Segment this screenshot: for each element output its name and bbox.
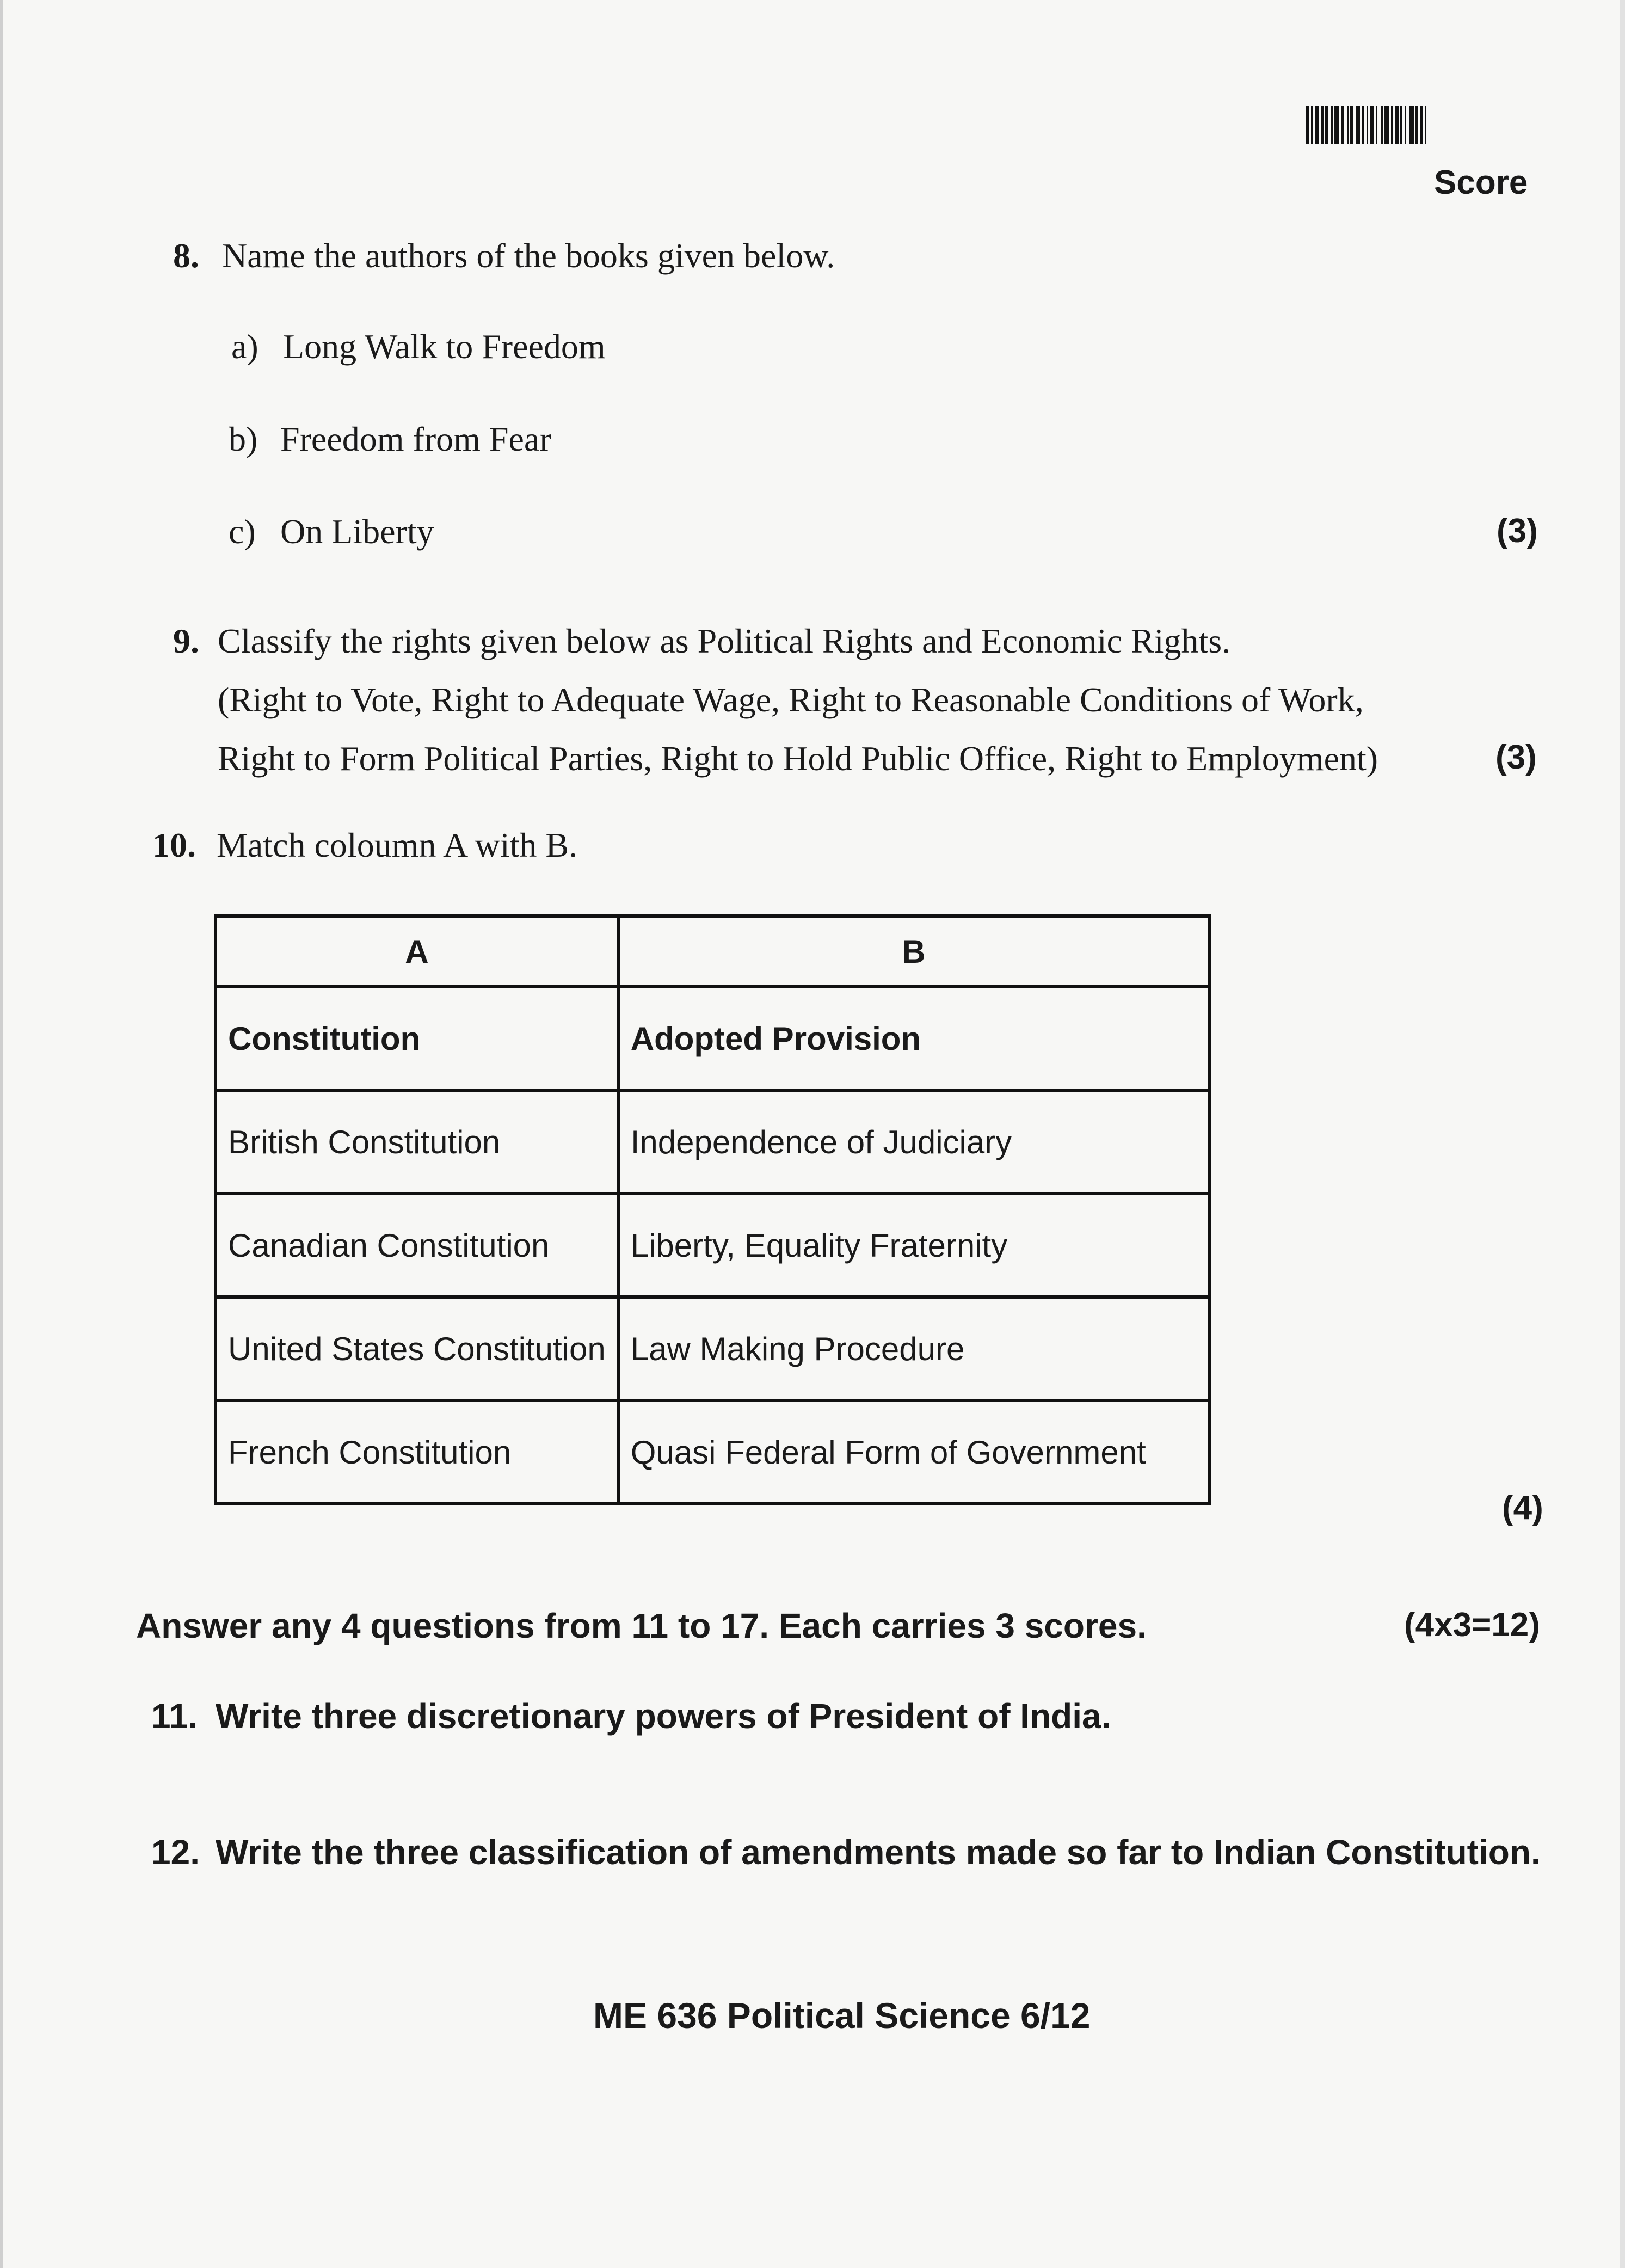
q9-marks: (3)	[1495, 739, 1537, 776]
table-header-row	[216, 916, 1209, 987]
question-text: Write the three classification of amendments made so far to Indian Constitution.	[216, 1833, 1541, 1872]
subheader-constitution: Constitution	[216, 987, 618, 1090]
question-9	[173, 620, 1230, 662]
q10-marks: (4)	[1502, 1489, 1543, 1527]
item-label: c)	[229, 512, 256, 551]
barcode-bar	[1426, 106, 1429, 144]
question-8	[173, 235, 835, 277]
barcode-bar	[1409, 106, 1414, 144]
table-row	[216, 1090, 1209, 1194]
q8-item-b	[229, 419, 551, 459]
question-text: Classify the rights given below as Political Rights and Economic Rights.	[218, 622, 1231, 660]
column-a-header: A	[216, 916, 618, 987]
barcode-bar	[1315, 106, 1319, 144]
cell-a: Canadian Constitution	[216, 1194, 618, 1297]
q8-item-c	[229, 512, 434, 552]
cell-b: Liberty, Equality Fraternity	[618, 1194, 1209, 1297]
barcode-bar	[1384, 106, 1389, 144]
score-label: Score	[1434, 164, 1528, 201]
question-text: Name the authors of the books given below.	[222, 236, 835, 275]
cell-a: British Constitution	[216, 1090, 618, 1194]
item-label: b)	[229, 420, 258, 458]
question-10	[152, 825, 577, 866]
barcode-bar	[1334, 106, 1339, 144]
question-9-line-3: Right to Form Political Parties, Right to Hold Public Office, Right to Employment)	[218, 739, 1378, 778]
section-instruction: Answer any 4 questions from 11 to 17. Each carries 3 scores.	[136, 1606, 1147, 1645]
item-text: Freedom from Fear	[280, 420, 551, 458]
section-score: (4x3=12)	[1404, 1606, 1540, 1644]
question-9-line-2: (Right to Vote, Right to Adequate Wage, Right to Reasonable Conditions of Work,	[218, 680, 1364, 719]
subheader-adopted-provision: Adopted Provision	[618, 987, 1209, 1090]
barcode	[1306, 106, 1529, 144]
cell-b: Independence of Judiciary	[618, 1090, 1209, 1194]
question-number: 9.	[173, 622, 199, 660]
page-edge-right	[1620, 0, 1625, 2268]
page-footer: ME 636 Political Science 6/12	[593, 1995, 1091, 2036]
question-text: Match coloumn A with B.	[217, 826, 578, 864]
barcode-bar	[1370, 106, 1374, 144]
question-number: 11.	[151, 1697, 198, 1736]
column-b-header: B	[618, 916, 1209, 987]
cell-a: French Constitution	[216, 1400, 618, 1504]
question-11	[151, 1695, 1111, 1737]
cell-b: Law Making Procedure	[618, 1297, 1209, 1400]
item-text: Long Walk to Freedom	[283, 327, 606, 366]
question-12	[151, 1831, 1541, 1873]
match-table	[214, 914, 1211, 1505]
item-text: On Liberty	[280, 512, 434, 551]
question-number: 10.	[152, 826, 196, 864]
table-subheader-row	[216, 987, 1209, 1090]
question-number: 12.	[151, 1833, 200, 1872]
table-row	[216, 1400, 1209, 1504]
barcode-bar	[1356, 106, 1360, 144]
question-number: 8.	[173, 236, 199, 275]
q8-marks: (3)	[1497, 512, 1538, 550]
table-row	[216, 1297, 1209, 1400]
item-label: a)	[231, 327, 258, 366]
cell-a: United States Constitution	[216, 1297, 618, 1400]
page-edge-left	[0, 0, 3, 2268]
table-row	[216, 1194, 1209, 1297]
question-text: Write three discretionary powers of President of India.	[216, 1697, 1111, 1736]
cell-b: Quasi Federal Form of Government	[618, 1400, 1209, 1504]
q8-item-a	[231, 327, 606, 367]
